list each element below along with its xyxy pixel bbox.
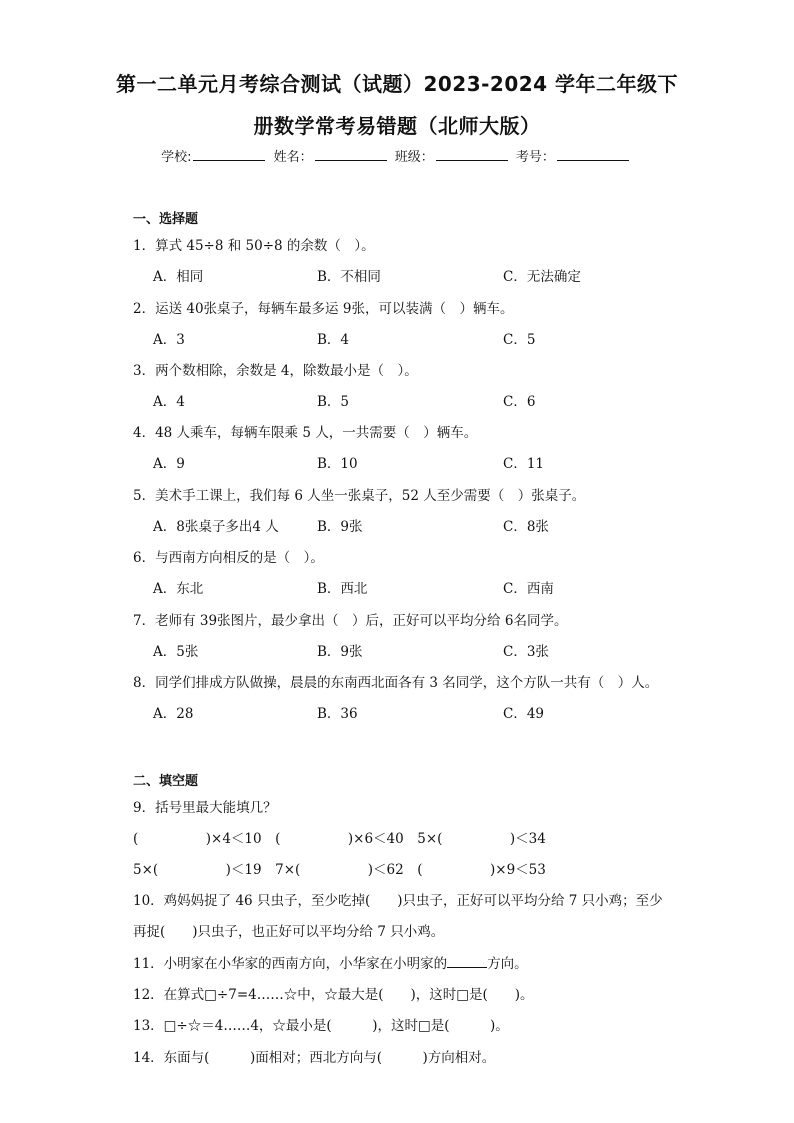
q4-option-c[interactable]: C．11 — [503, 456, 545, 472]
q3-option-b[interactable]: B．5 — [317, 394, 350, 410]
q6-option-a[interactable]: A．东北 — [153, 581, 204, 597]
class-blank[interactable] — [436, 148, 508, 161]
question-1: 1．算式 45÷8 和 50÷8 的余数（ ）。 — [133, 238, 375, 254]
question-13: 13．□÷☆＝4……4，☆最小是( )，这时□是( )。 — [133, 1018, 509, 1034]
name-blank[interactable] — [315, 148, 387, 161]
question-11 — [133, 952, 528, 972]
q8-option-c[interactable]: C．49 — [503, 706, 545, 722]
q11-text-before: 11．小明家在小华家的西南方向，小华家在小明家的 — [133, 956, 448, 972]
doc-title-line1: 第一二单元月考综合测试（试题）2023-2024 学年二年级下 — [115, 72, 679, 96]
exam-no-label: 考号： — [515, 150, 555, 165]
student-info-row — [0, 146, 794, 165]
class-label: 班级： — [394, 150, 434, 165]
question-5: 5．美术手工课上，我们每 6 人坐一张桌子，52 人至少需要（ ）张桌子。 — [133, 488, 586, 504]
school-blank[interactable] — [193, 148, 265, 161]
q8-option-b[interactable]: B．36 — [317, 706, 358, 722]
question-14: 14．东面与( )面相对；西北方向与( )方向相对。 — [133, 1050, 496, 1066]
school-label: 学校: — [161, 150, 192, 165]
question-4: 4．48 人乘车，每辆车限乘 5 人，一共需要（ ）辆车。 — [133, 425, 478, 441]
q11-answer-blank[interactable] — [447, 955, 487, 968]
exam-no-blank[interactable] — [557, 148, 629, 161]
question-12: 12．在算式□÷7=4……☆中，☆最大是( )，这时□是( )。 — [133, 987, 534, 1003]
q1-option-b[interactable]: B．不相同 — [317, 269, 381, 285]
q5-option-c[interactable]: C．8张 — [503, 519, 549, 535]
q2-option-b[interactable]: B．4 — [317, 332, 350, 348]
q4-option-a[interactable]: A．9 — [153, 456, 185, 472]
question-3: 3．两个数相除，余数是 4，除数最小是（ ）。 — [133, 363, 418, 379]
question-10-line-1: 10．鸡妈妈捉了 46 只虫子，至少吃掉( )只虫子，正好可以平均分给 7 只小鸡；至少 — [133, 893, 663, 909]
question-6: 6．与西南方向相反的是（ ）。 — [133, 550, 324, 566]
q5-option-b[interactable]: B．9张 — [317, 519, 363, 535]
q3-option-c[interactable]: C．6 — [503, 394, 536, 410]
q2-option-c[interactable]: C．5 — [503, 332, 536, 348]
q1-option-a[interactable]: A．相同 — [153, 269, 204, 285]
q4-option-b[interactable]: B．10 — [317, 456, 358, 472]
q7-option-a[interactable]: A．5张 — [153, 644, 199, 660]
name-label: 姓名： — [273, 150, 313, 165]
q8-option-a[interactable]: A．28 — [153, 706, 194, 722]
doc-title-line2: 册数学常考易错题（北师大版） — [253, 114, 541, 138]
q7-option-b[interactable]: B．9张 — [317, 644, 363, 660]
q2-option-a[interactable]: A．3 — [153, 332, 185, 348]
q9-row-1: ( )×4＜10 ( )×6＜40 5×( )＜34 — [133, 831, 546, 847]
q9-row-2: 5×( )＜19 7×( )＜62 ( )×9＜53 — [133, 862, 546, 878]
q11-text-after: 方向。 — [487, 956, 528, 972]
question-2: 2．运送 40张桌子，每辆车最多运 9张，可以装满（ ）辆车。 — [133, 301, 514, 317]
section-title-choice: 一、选择题 — [133, 212, 199, 227]
q6-option-c[interactable]: C．西南 — [503, 581, 554, 597]
q6-option-b[interactable]: B．西北 — [317, 581, 368, 597]
section-title-fill: 二、填空题 — [133, 774, 199, 789]
q7-option-c[interactable]: C．3张 — [503, 644, 549, 660]
q1-option-c[interactable]: C．无法确定 — [503, 269, 581, 285]
question-8: 8．同学们排成方队做操，晨晨的东南西北面各有 3 名同学，这个方队一共有（ ）人。 — [133, 675, 659, 691]
q5-option-a[interactable]: A．8张桌子多出4 人 — [153, 519, 279, 535]
q3-option-a[interactable]: A．4 — [153, 394, 185, 410]
question-10-line-2: 再捉( )只虫子，也正好可以平均分给 7 只小鸡。 — [133, 924, 445, 940]
question-9: 9．括号里最大能填几？ — [133, 800, 277, 816]
question-7: 7．老师有 39张图片，最少拿出（ ）后，正好可以平均分给 6名同学。 — [133, 613, 568, 629]
